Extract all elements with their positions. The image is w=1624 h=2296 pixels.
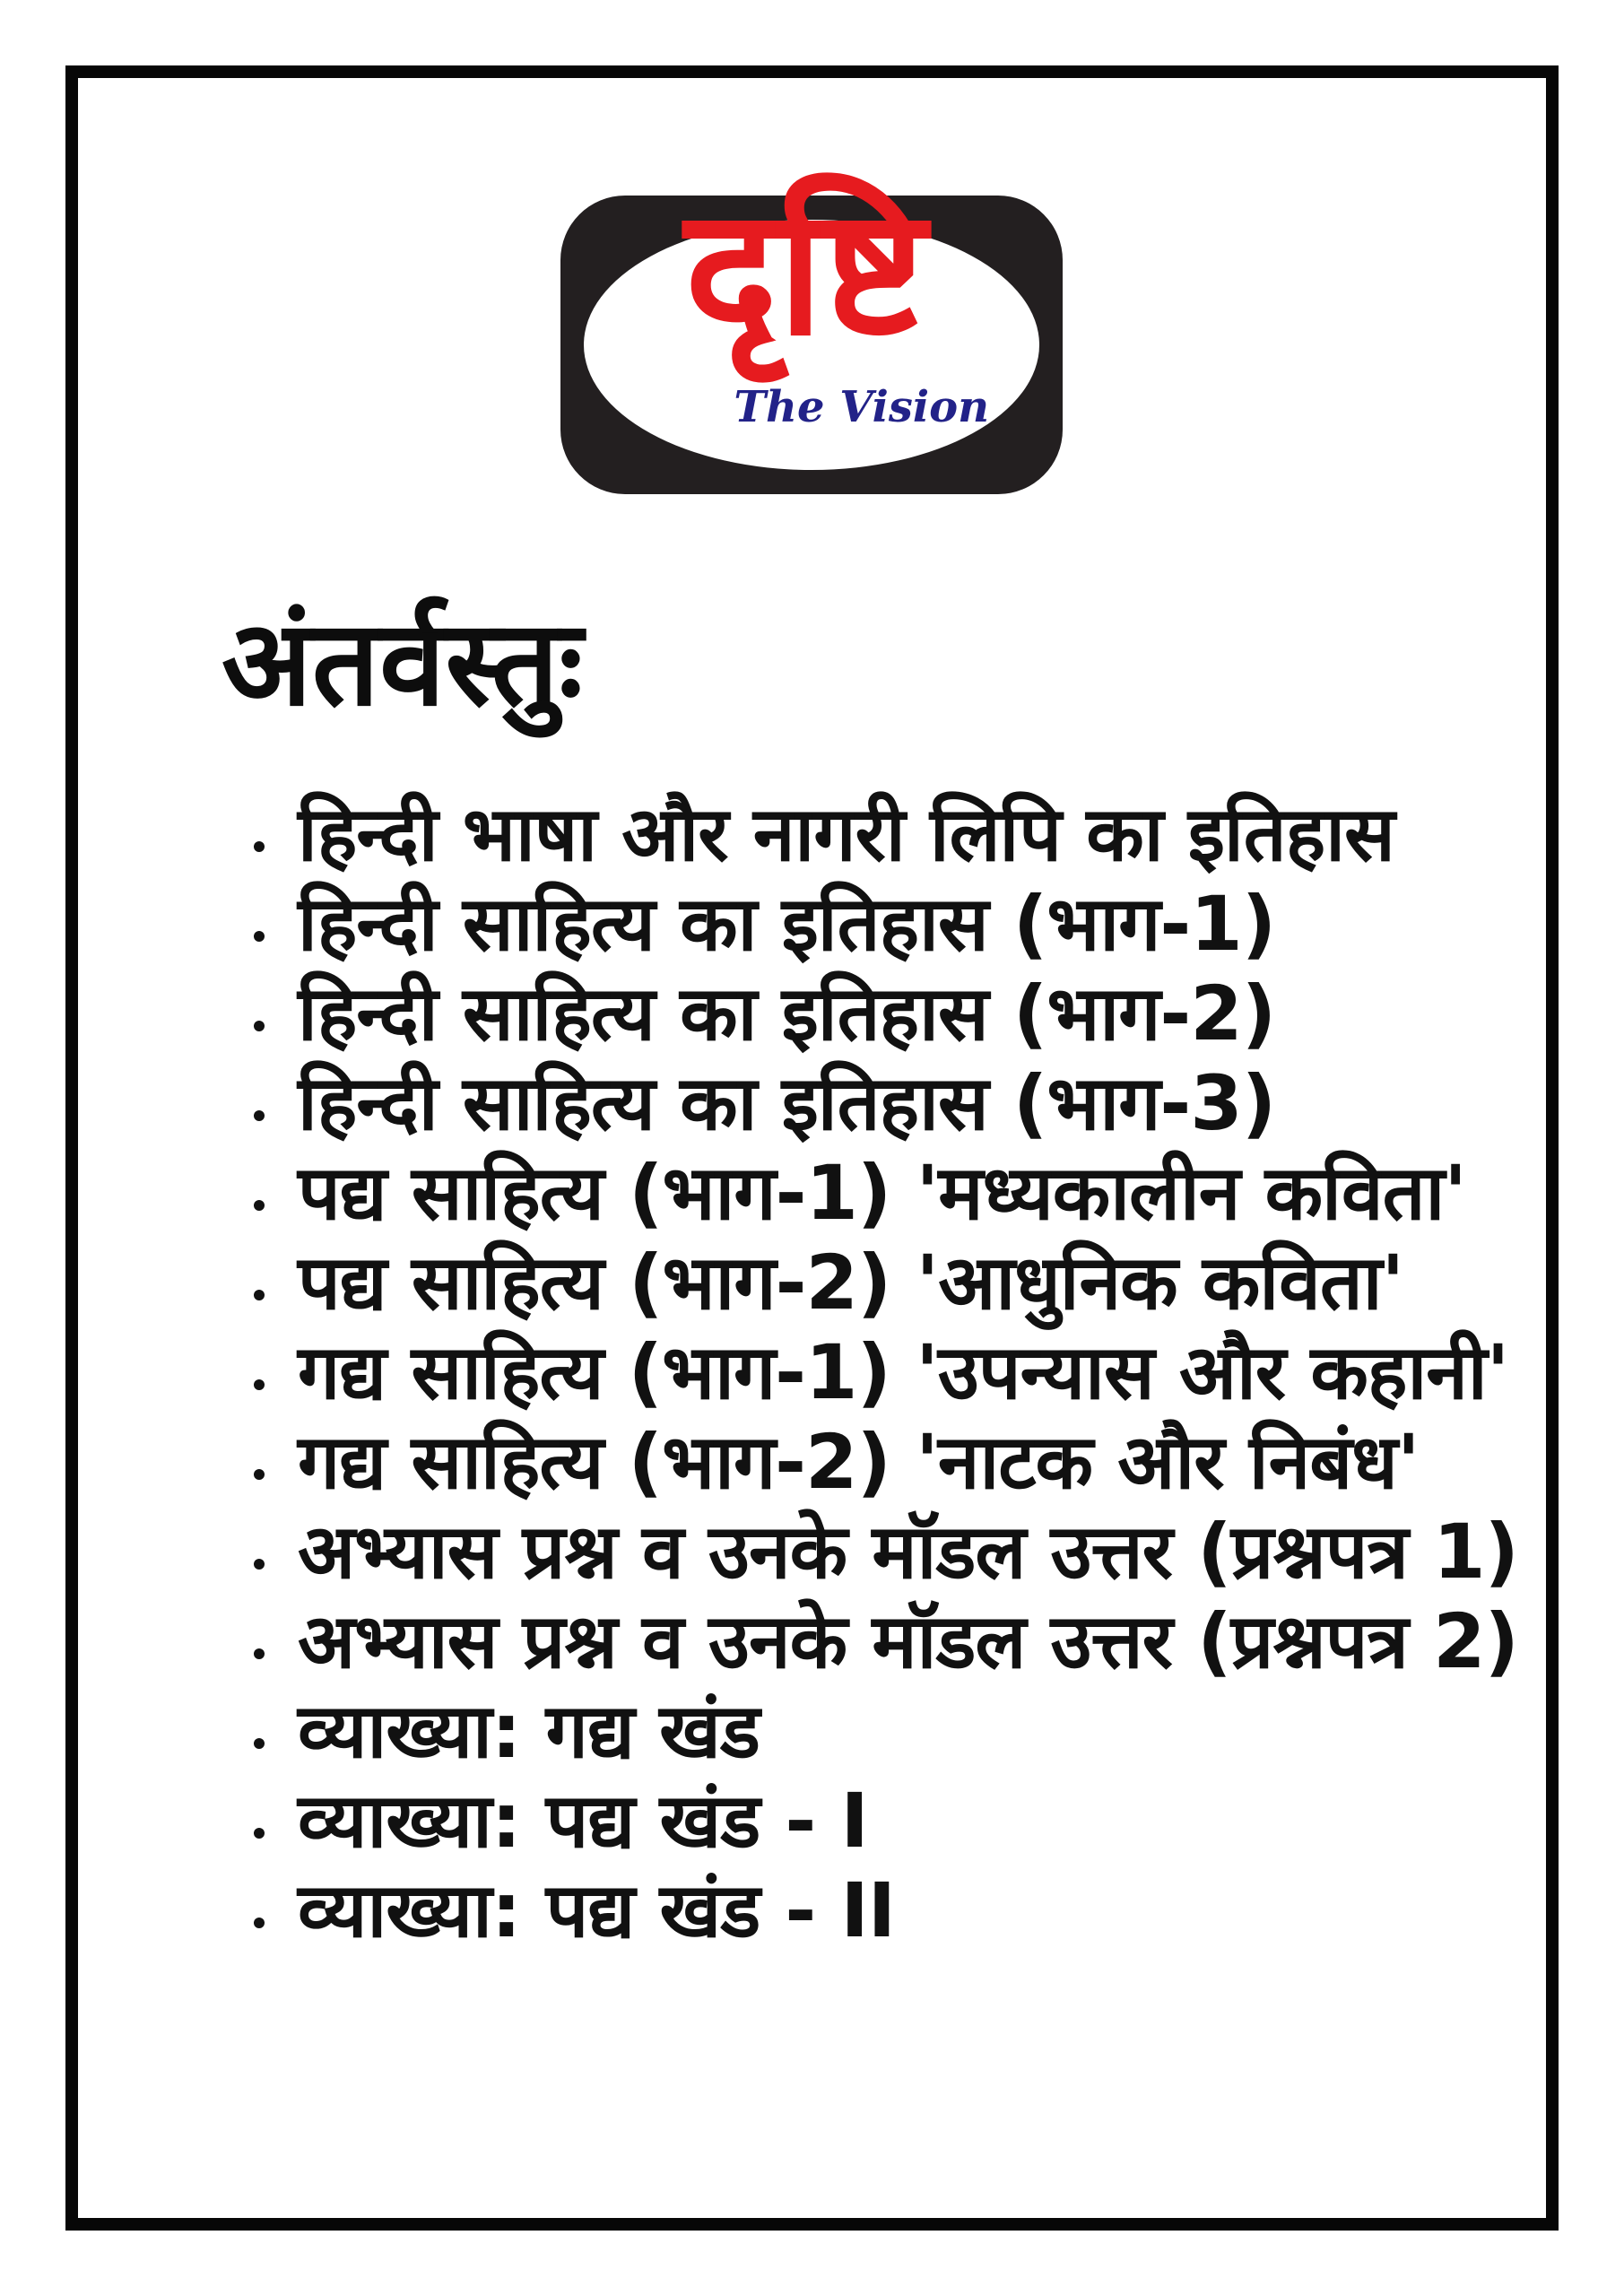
list-item-text: हिन्दी भाषा और नागरी लिपि का इतिहास	[298, 790, 1394, 878]
list-item	[254, 1058, 1543, 1148]
page-title: अंतर्वस्तुः	[221, 595, 583, 733]
list-item-text: पद्य साहित्य (भाग-2) 'आधुनिक कविता'	[298, 1239, 1404, 1326]
list-item	[254, 1148, 1543, 1238]
list-item	[254, 1417, 1543, 1507]
list-item	[254, 1686, 1543, 1776]
list-item-text: हिन्दी साहित्य का इतिहास (भाग-3)	[298, 1059, 1276, 1147]
list-item-text: गद्य साहित्य (भाग-2) 'नाटक और निबंध'	[298, 1418, 1420, 1506]
list-item	[254, 1238, 1543, 1327]
list-item-text: व्याख्या: पद्य खंड - I	[298, 1777, 868, 1865]
bullet-icon	[254, 1110, 265, 1121]
bullet-icon	[254, 1828, 265, 1839]
bullet-icon	[254, 1021, 265, 1031]
contents-list	[254, 789, 1543, 1955]
bullet-icon	[254, 1648, 265, 1659]
list-item-text: व्याख्या: गद्य खंड	[298, 1687, 760, 1775]
bullet-icon	[254, 931, 265, 942]
bullet-icon	[254, 1200, 265, 1211]
list-item-text: पद्य साहित्य (भाग-1) 'मध्यकालीन कविता'	[298, 1149, 1466, 1237]
list-item	[254, 1507, 1543, 1596]
list-item	[254, 1327, 1543, 1417]
list-item	[254, 879, 1543, 969]
list-item-text: व्याख्या: पद्य खंड - II	[298, 1866, 896, 1954]
list-item-text: अभ्यास प्रश्न व उनके मॉडल उत्तर (प्रश्नपत्र 2)	[298, 1597, 1518, 1685]
list-item	[254, 1776, 1543, 1866]
list-item-text: हिन्दी साहित्य का इतिहास (भाग-2)	[298, 970, 1276, 1057]
drishti-logo	[560, 170, 1063, 494]
logo-devanagari-wordmark: दृष्टि	[684, 170, 926, 375]
list-item-text: हिन्दी साहित्य का इतिहास (भाग-1)	[298, 880, 1276, 968]
list-item-text: गद्य साहित्य (भाग-1) 'उपन्यास और कहानी'	[298, 1328, 1509, 1416]
logo-tagline: The Vision	[734, 382, 989, 432]
bullet-icon	[254, 1559, 265, 1570]
bullet-icon	[254, 841, 265, 852]
bullet-icon	[254, 1918, 265, 1928]
bullet-icon	[254, 1469, 265, 1480]
bullet-icon	[254, 1379, 265, 1390]
bullet-icon	[254, 1290, 265, 1300]
list-item	[254, 969, 1543, 1058]
list-item	[254, 1596, 1543, 1686]
list-item-text: अभ्यास प्रश्न व उनके मॉडल उत्तर (प्रश्नपत्र 1)	[298, 1508, 1518, 1596]
list-item	[254, 1866, 1543, 1955]
bullet-icon	[254, 1738, 265, 1749]
list-item	[254, 789, 1543, 879]
